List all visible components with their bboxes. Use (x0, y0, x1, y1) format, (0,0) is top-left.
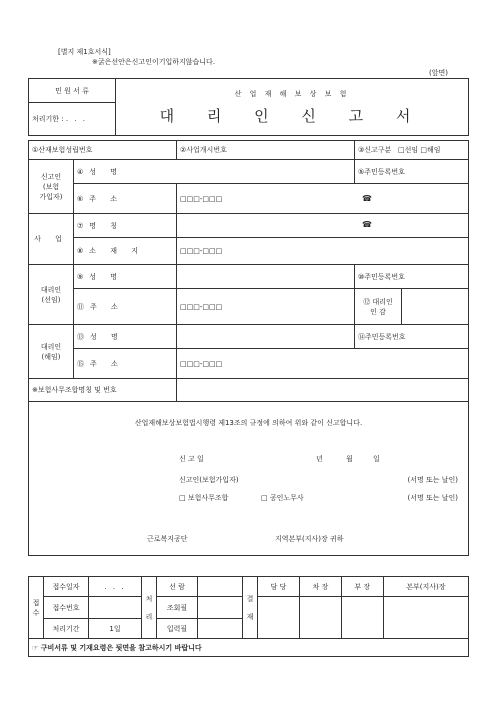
agent-appoint-postcode: □□□-□□□ (180, 302, 223, 311)
deadline-cell (29, 103, 116, 136)
agent-seal-label: ⑫ 대리인 인 감 (355, 289, 402, 325)
agent-seal-field[interactable] (402, 289, 469, 325)
review-field[interactable] (198, 577, 243, 597)
report-type-cell (355, 141, 469, 160)
approver-staff-field[interactable] (258, 597, 300, 639)
branch-addressee: 지역본부(지사)장 귀하 (275, 535, 344, 543)
review-label: 선 람 (157, 577, 198, 597)
receipt-date-label: 접수일자 (44, 577, 89, 597)
appoint-checkbox[interactable]: □선임 (398, 146, 419, 154)
input-field[interactable] (198, 619, 243, 639)
phone-icon: ☎ (362, 194, 372, 203)
agent-dismiss-name-label: ⑬성 명 (74, 325, 177, 349)
input-label: 입력필 (157, 619, 198, 639)
declaration-block (29, 402, 469, 556)
period-label: 처리기간 (44, 619, 89, 639)
year-label: 년 (316, 455, 323, 463)
agent-appoint-addr-label: ⑪주 소 (74, 289, 177, 325)
receipt-no-label: 접수번호 (44, 597, 89, 619)
agent-dismiss-rrn-label: ⑭주민등록번호 (355, 325, 469, 349)
declaration-text: 산업재해보상보험법시행령 제13조의 규정에 의하여 위와 같이 신고합니다. (134, 419, 363, 427)
form-subtitle: 산 업 재 해 보 상 보 험 (234, 89, 350, 98)
agent-appoint-addr-field[interactable] (177, 289, 355, 325)
approver-manager-field[interactable] (341, 597, 383, 639)
phone-icon: ☎ (362, 220, 372, 229)
notice: ※굵은선안은신고인이기입하지않습니다. (92, 58, 216, 66)
reporter-name-label: ④성 명 (74, 160, 355, 184)
reporter-postcode: □□□-□□□ (180, 194, 223, 203)
agent-dismiss-label: 대리인 (해임) (29, 325, 74, 379)
form-title: 대 리 인 신 고 서 (159, 106, 425, 125)
dismiss-checkbox[interactable]: □해임 (420, 146, 441, 154)
agent-appoint-rrn-label: ⑩주민등록번호 (355, 265, 469, 289)
inquiry-field[interactable] (198, 597, 243, 619)
office-label: ※보험사무조합명칭 및 번호 (29, 379, 177, 402)
business-no-label: ②사업개시번호 (177, 141, 355, 160)
period-value: 1일 (89, 619, 142, 639)
agent-appoint-name-field[interactable] (177, 265, 355, 289)
business-postcode: □□□-□□□ (180, 247, 223, 255)
agent-appoint-label: 대리인 (선임) (29, 265, 74, 325)
day-label: 일 (373, 455, 380, 463)
month-label: 월 (346, 455, 353, 463)
receipt-no-field[interactable] (89, 597, 142, 619)
reporter-sign-label: 신고인(보험가입자) (179, 476, 239, 484)
receipt-date-field[interactable]: . . . (89, 577, 142, 597)
business-name-field[interactable] (177, 214, 469, 238)
deadline-label: 처리기한 : (32, 115, 64, 123)
business-loc-field[interactable] (177, 238, 469, 265)
report-date-label: 신 고 일 (179, 455, 204, 463)
business-name-label: ⑦명 칭 (74, 214, 177, 238)
side-label: (앞면) (429, 69, 448, 77)
labor-attorney-checkbox[interactable]: □ 공인노무사 (261, 494, 304, 502)
title-table (28, 78, 469, 136)
business-label: 사 업 (29, 214, 74, 265)
receipt-side-label: 접 수 (29, 577, 44, 639)
agent-appoint-name-label: ⑨성 명 (74, 265, 177, 289)
processing-side-label: 처 리 (142, 577, 157, 639)
agent-dismiss-addr-field[interactable] (177, 349, 469, 379)
reporter-addr-field[interactable] (177, 184, 469, 214)
business-loc-label: ⑧소 재 지 (74, 238, 177, 265)
approver-head-label: 본부(지사)장 (383, 577, 468, 597)
reporter-rrn-label: ⑤주민등록번호 (355, 160, 469, 184)
agency-name: 근로복지공단 (147, 535, 188, 543)
footer-note: ☞ 구비서류 및 기재요령은 뒷면을 참고하시기 바랍니다 (29, 639, 469, 657)
agent-dismiss-name-field[interactable] (177, 325, 355, 349)
agent-dismiss-addr-label: ⑮주 소 (74, 349, 177, 379)
approver-staff-label: 담 당 (258, 577, 300, 597)
deadline-value[interactable]: . . . (65, 115, 88, 123)
sign-note-1: (서명 또는 날인) (407, 476, 458, 484)
approver-deputy-field[interactable] (299, 597, 341, 639)
approver-manager-label: 부 장 (341, 577, 383, 597)
insurance-union-checkbox[interactable]: □ 보험사무조합 (179, 494, 229, 502)
form-number: [별지 제1호서식] (58, 48, 111, 56)
office-field[interactable] (177, 379, 469, 402)
report-type-label: ③신고구분 (358, 146, 392, 154)
sign-note-2: (서명 또는 날인) (407, 494, 458, 502)
processing-table (28, 576, 469, 657)
agent-dismiss-postcode: □□□-□□□ (180, 359, 223, 368)
insurance-no-label: ①산재보험성립번호 (29, 141, 177, 160)
inquiry-label: 조회필 (157, 597, 198, 619)
approval-side-label: 결 재 (243, 577, 258, 639)
approver-head-field[interactable] (383, 597, 468, 639)
reporter-label: 신고인 (보험 가입자) (29, 160, 74, 214)
approver-deputy-label: 차 장 (299, 577, 341, 597)
title-cell (116, 79, 469, 136)
minwon-label: 민 원 서 류 (29, 79, 116, 103)
reporter-addr-label: ⑥주 소 (74, 184, 177, 214)
main-form (28, 140, 469, 556)
